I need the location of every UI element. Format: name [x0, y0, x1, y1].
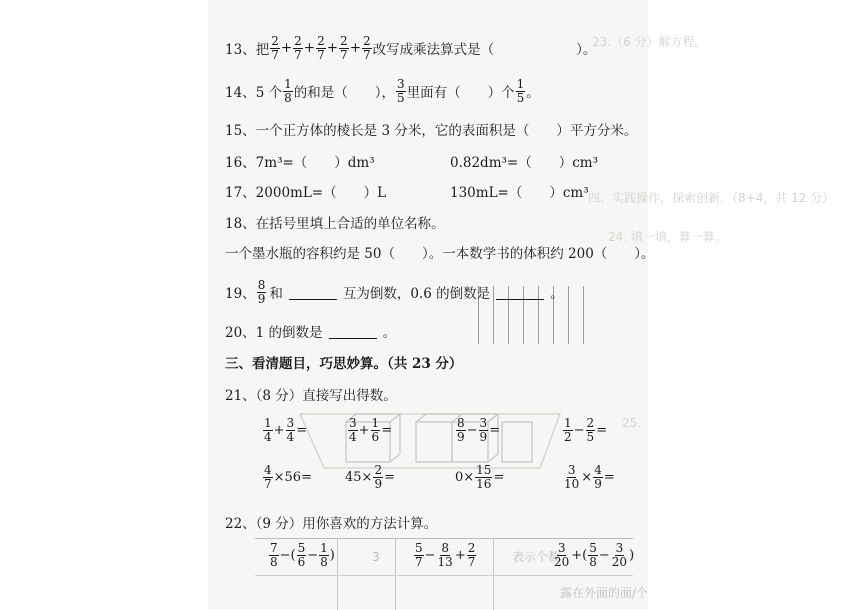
ghost-text: 表示个数 [512, 550, 561, 564]
calc-item: 0× $\frac{15}{16}$ = [455, 463, 505, 491]
calc-item: $\frac{7}{8}$ −( $\frac{5}{6}$ − $\frac{1}{8}$ ) [270, 541, 335, 569]
fraction: $\frac{1}{8}$ [284, 77, 292, 105]
section-3-title: 三、看清题目，巧思妙算。（共 23 分） [225, 356, 463, 372]
answer-blank[interactable] [329, 324, 377, 339]
calc-item: $\frac{3}{20}$ +( $\frac{5}{8}$ − $\frac{3}{20}$ ) [554, 541, 635, 569]
fraction: $\frac{2}{7}$ [294, 34, 302, 62]
question-13: 13、 把 $\frac{2}{7}$ + $\frac{2}{7}$ + $\frac{2}{7}$ + $\frac{2}{7}$ + $\frac{2}{7}$ 改写成乘法算式是（ ）。 [225, 34, 597, 62]
ghost-text: 23.（6 分）解方程。 [592, 35, 707, 49]
fraction: $\frac{1}{5}$ [516, 77, 525, 105]
question-19: 19、 $\frac{8}{9}$ 和 互为倒数，0.6 的倒数是 。 [225, 278, 564, 306]
calc-item: $\frac{3}{10}$ × $\frac{4}{9}$ = [564, 463, 615, 491]
calc-item: 45× $\frac{2}{9}$ = [345, 463, 395, 491]
calc-item: $\frac{1}{2}$ − $\frac{2}{5}$ = [564, 416, 608, 444]
fraction: $\frac{8}{9}$ [257, 278, 266, 306]
ghost-text: 3 [372, 550, 380, 564]
question-21: 21、（8 分）直接写出得数。 [225, 388, 397, 404]
ghost-text: 24. 填一填，算一算。 [608, 230, 727, 244]
ghost-cube-figure [290, 408, 580, 474]
question-16-right: 0.82dm³=（ ）cm³ [450, 155, 598, 171]
question-14: 14、 5 个 $\frac{1}{8}$ 的和是（ ）， $\frac{3}{5}$ 里面有（ ）个 $\frac{1}{5}$ 。 [225, 77, 540, 105]
fraction: $\frac{2}{7}$ [363, 34, 371, 62]
calc-item: $\frac{1}{4}$ + $\frac{3}{4}$ = [264, 416, 308, 444]
question-20: 20、1 的倒数是 。 [225, 325, 397, 341]
calc-item: $\frac{8}{9}$ − $\frac{3}{9}$ = [457, 416, 501, 444]
ghost-text: 露在外面的面/个 [560, 586, 649, 600]
question-16-left: 16、7m³=（ ）dm³ [225, 155, 375, 171]
calc-item: $\frac{5}{7}$ − $\frac{8}{13}$ + $\frac{2}{7}$ [415, 541, 476, 569]
question-18-line2: 一个墨水瓶的容积约是 50（ ）。一本数学书的体积约 200（ ）。 [225, 246, 655, 262]
calc-item: $\frac{4}{7}$ ×56 = [264, 463, 312, 491]
fraction: $\frac{2}{7}$ [271, 34, 279, 62]
calc-item: $\frac{3}{4}$ + $\frac{1}{6}$ = [349, 416, 393, 444]
ghost-text: 四、实践操作，探索创新。（8+4，共 12 分） [588, 191, 835, 205]
answer-blank[interactable] [289, 285, 337, 300]
question-15: 15、一个正方体的棱长是 3 分米，它的表面积是（ ）平方分米。 [225, 123, 638, 139]
answer-blank[interactable] [496, 285, 544, 300]
question-18: 18、在括号里填上合适的单位名称。 [225, 216, 445, 232]
ghost-text: 25. [622, 416, 642, 430]
fraction: $\frac{2}{7}$ [340, 34, 348, 62]
question-22: 22、（9 分）用你喜欢的方法计算。 [225, 516, 438, 532]
fraction: $\frac{2}{7}$ [317, 34, 325, 62]
question-17-right: 130mL=（ ）cm³ [450, 185, 589, 201]
question-17-left: 17、2000mL=（ ）L [225, 185, 387, 201]
fraction: $\frac{3}{5}$ [396, 77, 405, 105]
